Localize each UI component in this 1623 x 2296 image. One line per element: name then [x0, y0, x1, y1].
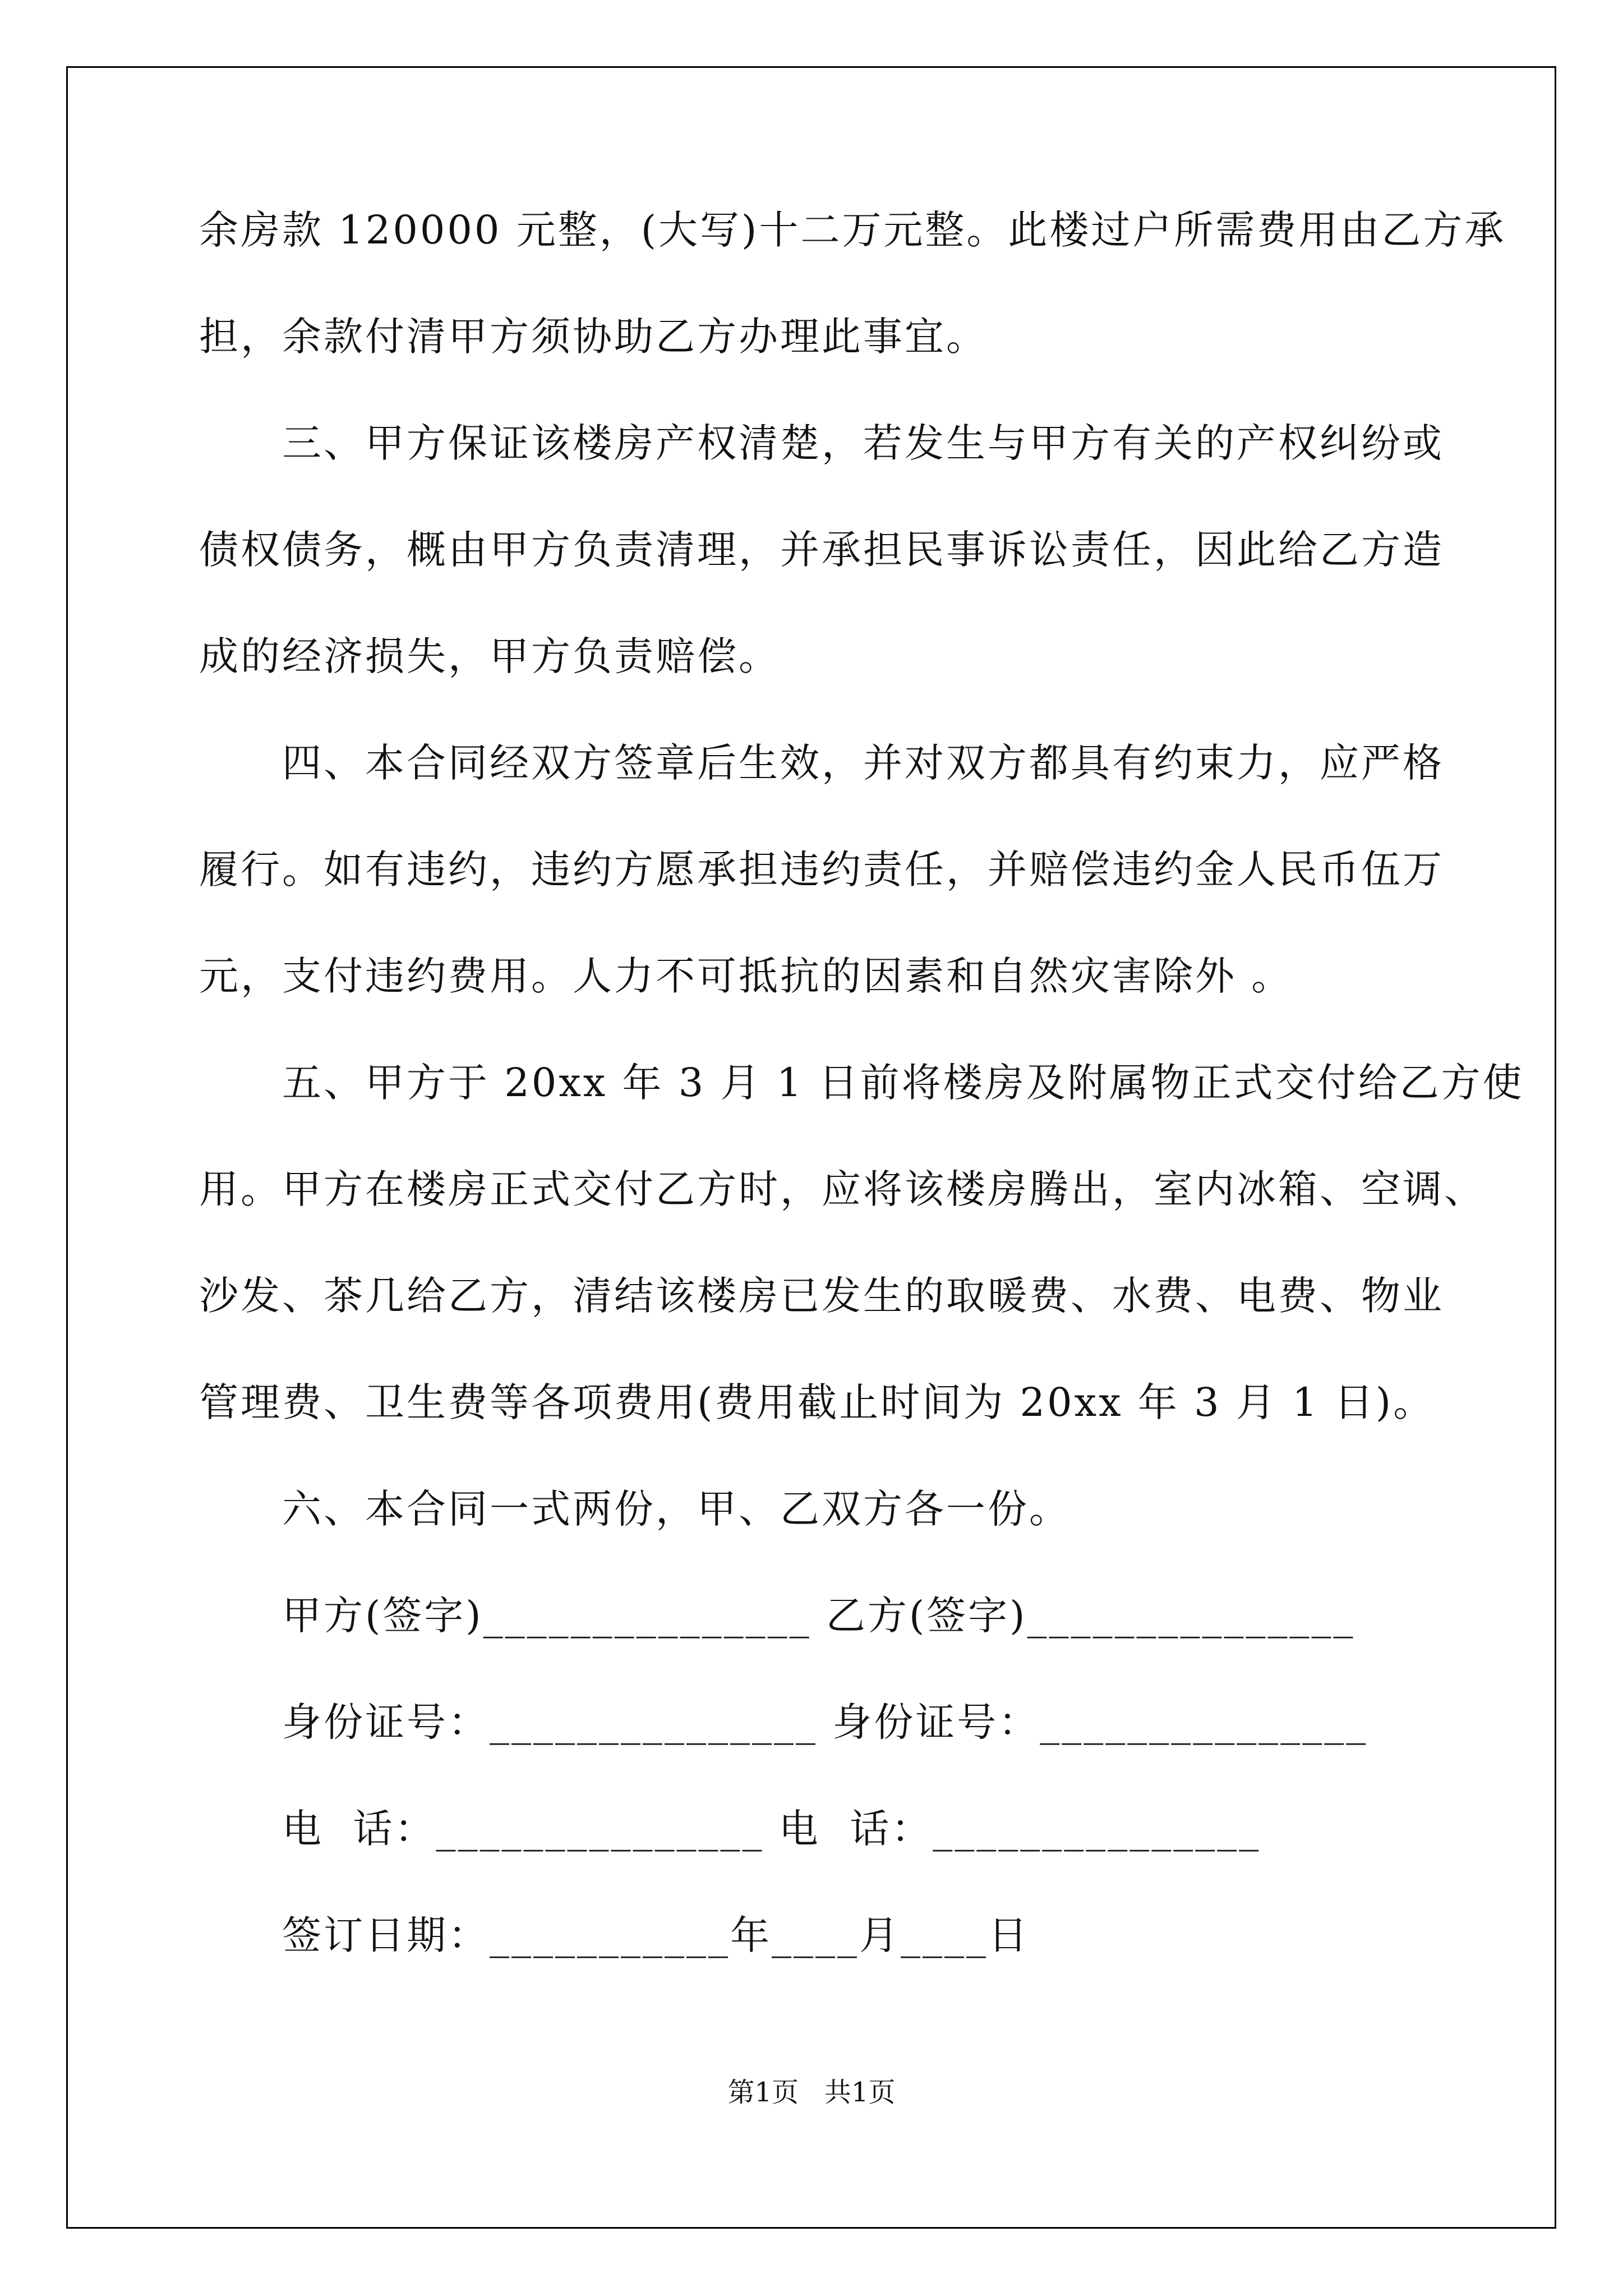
signature-row: 甲方(签字)_______________ 乙方(签字)_______________: [282, 1593, 1355, 1639]
id-number-row: 身份证号：_______________ 身份证号：_______________: [282, 1699, 1368, 1745]
paragraph-line: 履行。如有违约，违约方愿承担违约责任，并赔偿违约金人民币伍万: [199, 846, 1444, 892]
clause-three-line: 三、甲方保证该楼房产权清楚，若发生与甲方有关的产权纠纷或: [282, 420, 1444, 466]
clause-five-line: 五、甲方于 20xx 年 3 月 1 日前将楼房及附属物正式交付给乙方使: [282, 1060, 1524, 1106]
paragraph-line: 成的经济损失，甲方负责赔偿。: [199, 633, 780, 679]
document-body: [199, 207, 1524, 1958]
page-number-footer: 第1页 共1页: [727, 2077, 896, 2108]
paragraph-line: 担，余款付清甲方须协助乙方办理此事宜。: [199, 314, 988, 360]
paragraph-line: 沙发、茶几给乙方，清结该楼房已发生的取暖费、水费、电费、物业: [199, 1273, 1444, 1319]
paragraph-line: 债权债务，概由甲方负责清理，并承担民事诉讼责任，因此给乙方造: [199, 527, 1444, 573]
paragraph-line: 用。甲方在楼房正式交付乙方时，应将该楼房腾出，室内冰箱、空调、: [199, 1166, 1486, 1212]
phone-row: 电 话：_______________ 电 话：_______________: [282, 1806, 1261, 1852]
clause-four-line: 四、本合同经双方签章后生效，并对双方都具有约束力，应严格: [282, 740, 1444, 786]
clause-six-line: 六、本合同一式两份，甲、乙双方各一份。: [282, 1486, 1071, 1532]
paragraph-line: 管理费、卫生费等各项费用(费用截止时间为 20xx 年 3 月 1 日)。: [199, 1379, 1435, 1425]
paragraph-line: 余房款 120000 元整，(大写)十二万元整。此楼过户所需费用由乙方承: [199, 207, 1506, 253]
paragraph-line: 元，支付违约费用。人力不可抵抗的因素和自然灾害除外 。: [199, 953, 1293, 999]
signing-date-row: 签订日期：___________年____月____日: [282, 1912, 1030, 1958]
